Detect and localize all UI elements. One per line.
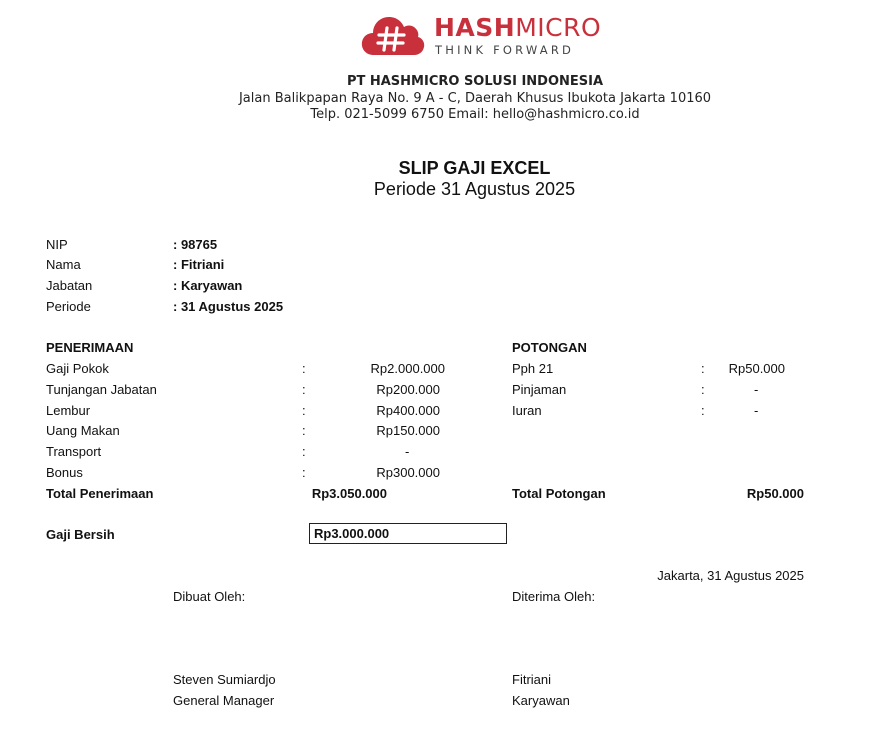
company-contact: Telp. 021-5099 6750 Email: hello@hashmicro.co.id bbox=[310, 107, 640, 122]
penerimaan-item-value: Rp2.000.000 bbox=[370, 361, 445, 376]
penerimaan-item-label: Tunjangan Jabatan bbox=[46, 382, 157, 397]
periode-label: Periode bbox=[46, 299, 91, 314]
nama-label: Nama bbox=[46, 257, 81, 272]
penerimaan-item-value: Rp150.000 bbox=[376, 423, 440, 438]
gaji-bersih-value: Rp3.000.000 bbox=[314, 526, 390, 541]
company-name: PT HASHMICRO SOLUSI INDONESIA bbox=[346, 74, 604, 89]
potongan-header: POTONGAN bbox=[512, 340, 587, 355]
penerimaan-item-sep: : bbox=[302, 444, 306, 459]
logo-tagline: THINK FORWARD bbox=[435, 43, 575, 57]
logo-wordmark bbox=[434, 14, 601, 42]
company-logo bbox=[360, 12, 600, 58]
jabatan-label: Jabatan bbox=[46, 278, 93, 293]
company-address: Jalan Balikpapan Raya No. 9 A - C, Daerah Khusus Ibukota Jakarta 10160 bbox=[238, 91, 712, 106]
potongan-item-label: Pph 21 bbox=[512, 361, 554, 376]
penerimaan-header: PENERIMAAN bbox=[46, 340, 134, 355]
total-potongan-value: Rp50.000 bbox=[746, 486, 804, 501]
penerimaan-item-sep: : bbox=[302, 361, 306, 376]
nip-value: : 98765 bbox=[173, 237, 218, 252]
penerimaan-item-label: Lembur bbox=[46, 403, 91, 418]
periode-value: : 31 Agustus 2025 bbox=[173, 299, 284, 314]
penerimaan-item-value: Rp400.000 bbox=[376, 403, 440, 418]
made-by-label: Dibuat Oleh: bbox=[173, 589, 246, 604]
made-by-title: General Manager bbox=[173, 693, 275, 708]
logo-word-regular: MICRO bbox=[515, 13, 602, 42]
penerimaan-item-value: Rp200.000 bbox=[376, 382, 440, 397]
penerimaan-item-label: Bonus bbox=[46, 465, 83, 480]
jabatan-value: : Karyawan bbox=[173, 278, 243, 293]
potongan-item-value: - bbox=[754, 403, 759, 418]
place-date: Jakarta, 31 Agustus 2025 bbox=[657, 568, 804, 583]
total-penerimaan-label: Total Penerimaan bbox=[46, 486, 154, 501]
received-by-name: Fitriani bbox=[512, 672, 552, 687]
potongan-item-label: Iuran bbox=[512, 403, 542, 418]
gaji-bersih-label: Gaji Bersih bbox=[46, 527, 115, 542]
potongan-item-sep: : bbox=[701, 382, 705, 397]
made-by-name: Steven Sumiardjo bbox=[173, 672, 276, 687]
received-by-label: Diterima Oleh: bbox=[512, 589, 596, 604]
penerimaan-item-sep: : bbox=[302, 423, 306, 438]
penerimaan-item-label: Transport bbox=[46, 444, 102, 459]
penerimaan-item-sep: : bbox=[302, 382, 306, 397]
logo-word-bold: HASH bbox=[434, 13, 516, 42]
document-title: SLIP GAJI EXCEL bbox=[398, 158, 551, 178]
penerimaan-item-sep: : bbox=[302, 465, 306, 480]
nama-value: : Fitriani bbox=[173, 257, 225, 272]
potongan-item-sep: : bbox=[701, 403, 705, 418]
total-potongan-label: Total Potongan bbox=[512, 486, 606, 501]
gaji-bersih-box bbox=[309, 523, 507, 544]
penerimaan-item-label: Uang Makan bbox=[46, 423, 120, 438]
penerimaan-item-sep: : bbox=[302, 403, 306, 418]
penerimaan-item-value: Rp300.000 bbox=[376, 465, 440, 480]
hash-cloud-icon bbox=[360, 12, 426, 56]
potongan-item-value: - bbox=[754, 382, 759, 397]
penerimaan-item-value: - bbox=[405, 444, 410, 459]
potongan-item-value: Rp50.000 bbox=[728, 361, 785, 376]
received-by-title: Karyawan bbox=[512, 693, 570, 708]
potongan-item-sep: : bbox=[701, 361, 705, 376]
total-penerimaan-value: Rp3.050.000 bbox=[311, 486, 387, 501]
potongan-item-label: Pinjaman bbox=[512, 382, 567, 397]
nip-label: NIP bbox=[46, 237, 68, 252]
penerimaan-item-label: Gaji Pokok bbox=[46, 361, 109, 376]
document-period: Periode 31 Agustus 2025 bbox=[373, 179, 576, 199]
